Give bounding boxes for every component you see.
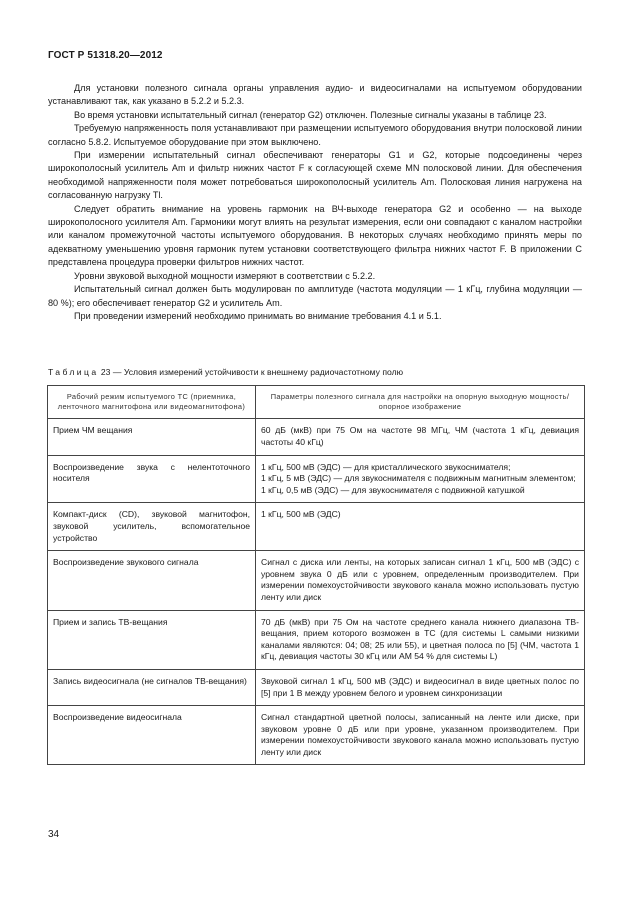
cell-params [256, 455, 585, 503]
cell-mode: Компакт-диск (CD), звуковой магнитофон, звуковой усилитель, вспомогательное устройство [48, 503, 256, 551]
table-row [48, 503, 585, 551]
cell-params: 60 дБ (мкВ) при 75 Ом на частоте 98 МГц, ЧМ (частота 1 кГц, девиация частоты 40 кГц) [256, 419, 585, 455]
cell-params-line: 1 кГц, 500 мВ (ЭДС) — для кристаллического звукоснимателя; [261, 461, 511, 472]
cell-mode: Прием ЧМ вещания [48, 419, 256, 455]
paragraph: Уровни звуковой выходной мощности измеряют в соответствии с 5.2.2. [74, 270, 376, 281]
paragraph: Для установки полезного сигнала органы управления аудио- и видеосигналами на испытуемом оборудовании устанавливают так, как указано в 5.2.2 и 5.2.3. [48, 83, 582, 107]
cell-params-line: 1 кГц, 5 мВ (ЭДС) — для звукоснимателя с подвижным магнитным элементом; [261, 473, 576, 484]
table-row [48, 455, 585, 503]
table-row [48, 669, 585, 705]
cell-mode: Прием и запись ТВ-вещания [48, 610, 256, 669]
cell-params: 70 дБ (мкВ) при 75 Ом на частоте среднего канала нижнего диапазона ТВ-вещания, прием которого возможен в ТС (для системы L самыми низкими каналами являются: 04; 08; 25 или 55), и цветная полоса по [5] (ЧМ, частота 1 кГц, девиация частоты 30 кГц или АМ 54 % для системы L) [256, 610, 585, 669]
table-header-row [48, 386, 585, 419]
page-number: 34 [48, 829, 60, 840]
cell-params-line: 1 кГц, 0,5 мВ (ЭДС) — для звукоснимателя с подвижной катушкой [261, 484, 525, 495]
table-row [48, 419, 585, 455]
column-header-params: Параметры полезного сигнала для настройки на опорную выходную мощность/опорное изображение [256, 386, 585, 419]
cell-params: 1 кГц, 500 мВ (ЭДС) [256, 503, 585, 551]
paragraph: При проведении измерений необходимо принимать во внимание требования 4.1 и 5.1. [74, 310, 442, 321]
cell-params: Сигнал стандартной цветной полосы, записанный на ленте или диске, при звуковом уровне 0 дБ или при уровне, указанном производителем. При измерении помехоустойчивости звукового канала можно использовать пустую ленту или диск [256, 706, 585, 765]
paragraph: Испытательный сигнал должен быть модулирован по амплитуде (частота модуляции — 1 кГц, глубина модуляции — 80 %); его обеспечивает генератор G2 и усилитель Am. [48, 284, 582, 308]
measurement-conditions-table [47, 385, 585, 765]
paragraph: При измерении испытательный сигнал обеспечивают генераторы G1 и G2, которые подсоединены через широкополосный усилитель Am и фильтр нижних частот F к согласующей схеме MN полосковой линии. Для обеспечения необходимой напряженности поля может потребоваться широкополосный усилитель Am. Полосковая линия нагружена на согласованную нагрузку Tl. [48, 150, 582, 201]
cell-params: Сигнал с диска или ленты, на которых записан сигнал 1 кГц, 500 мВ (ЭДС) с уровнем звука 0 дБ или с уровнем, определенным производителем. При измерении помехоустойчивости звукового канала можно использовать пустую ленту или диск [256, 551, 585, 610]
document-header: ГОСТ Р 51318.20—2012 [48, 50, 163, 61]
table-caption [48, 367, 588, 378]
table-row [48, 610, 585, 669]
paragraph: Следует обратить внимание на уровень гармоник на ВЧ-выходе генератора G2 и особенно — на выходе широкополосного усилителя Am. Гармоники могут влиять на результат измерения, если они совпадают с каналом настройки или каналом промежуточной частоты испытуемого оборудования. В некоторых случаях необходимо принять меры по адекватному уменьшению уровня гармоник путем установки соответствующего фильтра нижних частот F. В приложении С представлена процедура проверки фильтров нижних частот. [48, 203, 582, 268]
cell-params: Звуковой сигнал 1 кГц, 500 мВ (ЭДС) и видеосигнал в виде цветных полос по [5] при 1 В между уровнем белого и уровнем синхронизации [256, 669, 585, 705]
cell-mode: Воспроизведение видеосигнала [48, 706, 256, 765]
table-row [48, 551, 585, 610]
cell-mode: Воспроизведение звукового сигнала [48, 551, 256, 610]
table-caption-text: 23 — Условия измерений устойчивости к внешнему радиочастотному полю [98, 367, 404, 377]
paragraph: Во время установки испытательный сигнал (генератор G2) отключен. Полезные сигналы указаны в таблице 23. [74, 109, 547, 120]
cell-mode: Воспроизведение звука с нелентоточного носителя [48, 455, 256, 503]
table-caption-label: Таблица [48, 367, 99, 377]
cell-mode: Запись видеосигнала (не сигналов ТВ-вещания) [48, 669, 256, 705]
body-text [48, 82, 582, 323]
table-row [48, 706, 585, 765]
column-header-mode: Рабочий режим испытуемого ТС (приемника, ленточного магнитофона или видеомагнитофона) [48, 386, 256, 419]
paragraph: Требуемую напряженность поля устанавливают при размещении испытуемого оборудования внутри полосковой линии согласно 5.8.2. Испытуемое оборудование при этом выключено. [48, 123, 582, 147]
